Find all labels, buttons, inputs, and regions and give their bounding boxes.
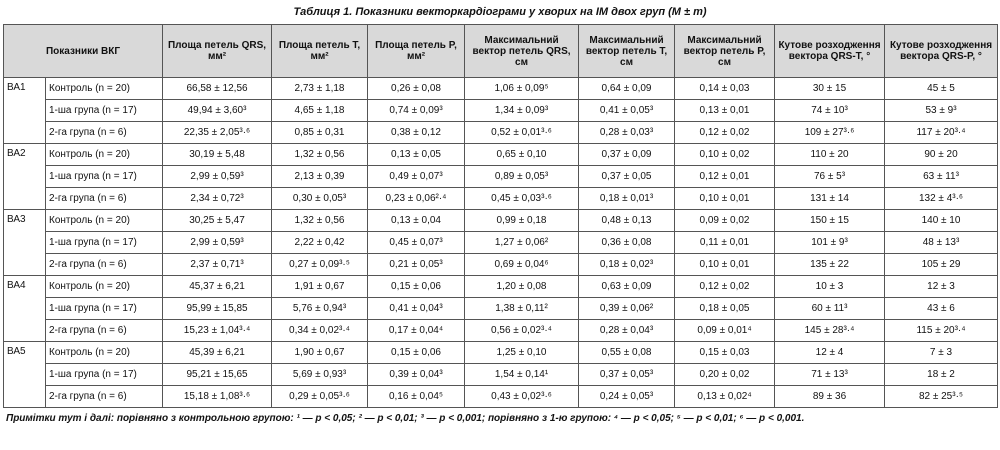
table-cell: 0,24 ± 0,05³ xyxy=(579,386,675,408)
table-cell: 0,13 ± 0,02⁴ xyxy=(675,386,775,408)
table-row xyxy=(4,232,998,254)
table-cell: 71 ± 13³ xyxy=(775,364,885,386)
table-cell: 5,76 ± 0,94³ xyxy=(272,298,368,320)
table-cell: 0,12 ± 0,02 xyxy=(675,276,775,298)
table-cell: 30,25 ± 5,47 xyxy=(163,210,272,232)
table-cell: 0,49 ± 0,07³ xyxy=(368,166,465,188)
table-cell: 0,52 ± 0,01³·⁶ xyxy=(465,122,579,144)
table-cell: 45,37 ± 6,21 xyxy=(163,276,272,298)
column-header: Максимальний вектор петель QRS, см xyxy=(465,25,579,78)
table-cell: 0,15 ± 0,03 xyxy=(675,342,775,364)
table-cell: 117 ± 20³·⁴ xyxy=(885,122,998,144)
table-cell: 0,48 ± 0,13 xyxy=(579,210,675,232)
table-cell: 89 ± 36 xyxy=(775,386,885,408)
table-row xyxy=(4,100,998,122)
table-cell: 0,20 ± 0,02 xyxy=(675,364,775,386)
table-row xyxy=(4,320,998,342)
table-cell: 0,38 ± 0,12 xyxy=(368,122,465,144)
table-cell: 0,28 ± 0,04³ xyxy=(579,320,675,342)
table-cell: 30,19 ± 5,48 xyxy=(163,144,272,166)
row-label: Контроль (n = 20) xyxy=(46,78,163,100)
table-cell: 0,89 ± 0,05³ xyxy=(465,166,579,188)
row-label: 1-ша група (n = 17) xyxy=(46,100,163,122)
table-cell: 140 ± 10 xyxy=(885,210,998,232)
table-cell: 1,34 ± 0,09³ xyxy=(465,100,579,122)
table-row xyxy=(4,166,998,188)
table-cell: 2,99 ± 0,59³ xyxy=(163,166,272,188)
table-cell: 45 ± 5 xyxy=(885,78,998,100)
table-cell: 4,65 ± 1,18 xyxy=(272,100,368,122)
table-cell: 0,56 ± 0,02³·⁴ xyxy=(465,320,579,342)
table-cell: 22,35 ± 2,05³·⁶ xyxy=(163,122,272,144)
column-header: Площа петель P, мм² xyxy=(368,25,465,78)
table-cell: 0,36 ± 0,08 xyxy=(579,232,675,254)
table-cell: 0,09 ± 0,02 xyxy=(675,210,775,232)
row-label: 2-га група (n = 6) xyxy=(46,188,163,210)
table-cell: 0,65 ± 0,10 xyxy=(465,144,579,166)
table-cell: 0,12 ± 0,01 xyxy=(675,166,775,188)
table-cell: 10 ± 3 xyxy=(775,276,885,298)
table-cell: 0,43 ± 0,02³·⁶ xyxy=(465,386,579,408)
table-row xyxy=(4,188,998,210)
row-label: 2-га група (n = 6) xyxy=(46,254,163,276)
table-cell: 0,74 ± 0,09³ xyxy=(368,100,465,122)
table-row xyxy=(4,298,998,320)
table-cell: 145 ± 28³·⁴ xyxy=(775,320,885,342)
row-label: 1-ша група (n = 17) xyxy=(46,298,163,320)
table-cell: 2,37 ± 0,71³ xyxy=(163,254,272,276)
column-header: Площа петель QRS, мм² xyxy=(163,25,272,78)
table-cell: 0,45 ± 0,03³·⁶ xyxy=(465,188,579,210)
table-cell: 115 ± 20³·⁴ xyxy=(885,320,998,342)
table-cell: 2,22 ± 0,42 xyxy=(272,232,368,254)
table-cell: 0,18 ± 0,02³ xyxy=(579,254,675,276)
table-cell: 0,10 ± 0,01 xyxy=(675,188,775,210)
table-cell: 132 ± 4³·⁶ xyxy=(885,188,998,210)
table-cell: 76 ± 5³ xyxy=(775,166,885,188)
column-header: Максимальний вектор петель T, см xyxy=(579,25,675,78)
table-cell: 0,18 ± 0,01³ xyxy=(579,188,675,210)
table-row xyxy=(4,342,998,364)
table-cell: 2,34 ± 0,72³ xyxy=(163,188,272,210)
table-cell: 7 ± 3 xyxy=(885,342,998,364)
table-cell: 0,23 ± 0,06²·⁴ xyxy=(368,188,465,210)
row-label: 2-га група (n = 6) xyxy=(46,386,163,408)
table-cell: 74 ± 10³ xyxy=(775,100,885,122)
table-row xyxy=(4,254,998,276)
table-cell: 0,12 ± 0,02 xyxy=(675,122,775,144)
table-body xyxy=(4,78,998,408)
table-cell: 15,23 ± 1,04³·⁴ xyxy=(163,320,272,342)
table-cell: 0,11 ± 0,01 xyxy=(675,232,775,254)
table-cell: 0,10 ± 0,01 xyxy=(675,254,775,276)
table-cell: 0,55 ± 0,08 xyxy=(579,342,675,364)
table-cell: 15,18 ± 1,08³·⁶ xyxy=(163,386,272,408)
table-cell: 1,06 ± 0,09⁵ xyxy=(465,78,579,100)
table-cell: 0,69 ± 0,04⁶ xyxy=(465,254,579,276)
table-cell: 0,29 ± 0,05³·⁶ xyxy=(272,386,368,408)
vcg-table xyxy=(3,24,998,408)
table-cell: 82 ± 25³·⁵ xyxy=(885,386,998,408)
table-cell: 60 ± 11³ xyxy=(775,298,885,320)
table-cell: 18 ± 2 xyxy=(885,364,998,386)
group-label: ВА2 xyxy=(4,144,46,210)
table-cell: 0,34 ± 0,02³·⁴ xyxy=(272,320,368,342)
table-cell: 1,91 ± 0,67 xyxy=(272,276,368,298)
table-cell: 53 ± 9³ xyxy=(885,100,998,122)
table-cell: 0,37 ± 0,05³ xyxy=(579,364,675,386)
table-cell: 0,17 ± 0,04⁴ xyxy=(368,320,465,342)
group-label: ВА4 xyxy=(4,276,46,342)
table-cell: 0,15 ± 0,06 xyxy=(368,342,465,364)
group-label: ВА1 xyxy=(4,78,46,144)
table-row xyxy=(4,276,998,298)
row-label: Контроль (n = 20) xyxy=(46,210,163,232)
table-cell: 131 ± 14 xyxy=(775,188,885,210)
table-cell: 1,32 ± 0,56 xyxy=(272,144,368,166)
table-row xyxy=(4,386,998,408)
table-cell: 0,41 ± 0,05³ xyxy=(579,100,675,122)
table-cell: 0,09 ± 0,01⁴ xyxy=(675,320,775,342)
table-cell: 43 ± 6 xyxy=(885,298,998,320)
table-cell: 0,10 ± 0,02 xyxy=(675,144,775,166)
table-footnote: Примітки тут і далі: порівняно з контрольною групою: ¹ — p < 0,05; ² — p < 0,01; ³ — p < 0,001; порівняно з 1-ю групою: ⁴ — p < 0,05; ⁵ — p < 0,01; ⁶ — p < 0,001. xyxy=(6,413,805,424)
table-cell: 0,18 ± 0,05 xyxy=(675,298,775,320)
column-header: Кутове розходження векторa QRS-P, ° xyxy=(885,25,998,78)
table-cell: 0,28 ± 0,03³ xyxy=(579,122,675,144)
table-cell: 0,99 ± 0,18 xyxy=(465,210,579,232)
table-cell: 0,13 ± 0,04 xyxy=(368,210,465,232)
table-cell: 150 ± 15 xyxy=(775,210,885,232)
table-cell: 1,27 ± 0,06² xyxy=(465,232,579,254)
table-row xyxy=(4,78,998,100)
row-label: 2-га група (n = 6) xyxy=(46,122,163,144)
table-cell: 0,16 ± 0,04⁵ xyxy=(368,386,465,408)
table-cell: 45,39 ± 6,21 xyxy=(163,342,272,364)
row-label: Контроль (n = 20) xyxy=(46,342,163,364)
column-header: Площа петель T, мм² xyxy=(272,25,368,78)
table-cell: 0,85 ± 0,31 xyxy=(272,122,368,144)
table-cell: 2,13 ± 0,39 xyxy=(272,166,368,188)
table-cell: 0,41 ± 0,04³ xyxy=(368,298,465,320)
table-cell: 1,54 ± 0,14¹ xyxy=(465,364,579,386)
table-cell: 101 ± 9³ xyxy=(775,232,885,254)
column-header: Показники ВКГ xyxy=(4,25,163,78)
table-cell: 48 ± 13³ xyxy=(885,232,998,254)
table-cell: 0,63 ± 0,09 xyxy=(579,276,675,298)
table-cell: 0,30 ± 0,05³ xyxy=(272,188,368,210)
table-row xyxy=(4,122,998,144)
row-label: Контроль (n = 20) xyxy=(46,144,163,166)
table-cell: 110 ± 20 xyxy=(775,144,885,166)
table-cell: 0,15 ± 0,06 xyxy=(368,276,465,298)
table-cell: 0,39 ± 0,06² xyxy=(579,298,675,320)
row-label: 1-ша група (n = 17) xyxy=(46,166,163,188)
row-label: Контроль (n = 20) xyxy=(46,276,163,298)
table-cell: 12 ± 3 xyxy=(885,276,998,298)
table-cell: 2,73 ± 1,18 xyxy=(272,78,368,100)
table-cell: 1,32 ± 0,56 xyxy=(272,210,368,232)
table-cell: 0,37 ± 0,05 xyxy=(579,166,675,188)
column-header: Максимальний вектор петель P, см xyxy=(675,25,775,78)
table-cell: 135 ± 22 xyxy=(775,254,885,276)
table-cell: 5,69 ± 0,93³ xyxy=(272,364,368,386)
table-cell: 12 ± 4 xyxy=(775,342,885,364)
table-cell: 105 ± 29 xyxy=(885,254,998,276)
table-row xyxy=(4,144,998,166)
table-row xyxy=(4,364,998,386)
table-cell: 63 ± 11³ xyxy=(885,166,998,188)
table-cell: 0,26 ± 0,08 xyxy=(368,78,465,100)
table-cell: 109 ± 27³·⁶ xyxy=(775,122,885,144)
table-cell: 0,13 ± 0,01 xyxy=(675,100,775,122)
table-cell: 0,27 ± 0,09³·⁵ xyxy=(272,254,368,276)
table-cell: 66,58 ± 12,56 xyxy=(163,78,272,100)
row-label: 1-ша група (n = 17) xyxy=(46,364,163,386)
table-cell: 0,64 ± 0,09 xyxy=(579,78,675,100)
table-caption: Таблиця 1. Показники векторкардіограми у хворих на ІМ двох груп (M ± m) xyxy=(293,6,707,18)
table-cell: 0,39 ± 0,04³ xyxy=(368,364,465,386)
table-cell: 49,94 ± 3,60³ xyxy=(163,100,272,122)
table-cell: 0,14 ± 0,03 xyxy=(675,78,775,100)
table-cell: 0,21 ± 0,05³ xyxy=(368,254,465,276)
row-label: 1-ша група (n = 17) xyxy=(46,232,163,254)
column-header: Кутове розходження векторa QRS-T, ° xyxy=(775,25,885,78)
table-cell: 0,13 ± 0,05 xyxy=(368,144,465,166)
table-cell: 1,25 ± 0,10 xyxy=(465,342,579,364)
table-cell: 1,90 ± 0,67 xyxy=(272,342,368,364)
group-label: ВА5 xyxy=(4,342,46,408)
table-cell: 0,37 ± 0,09 xyxy=(579,144,675,166)
table-cell: 1,20 ± 0,08 xyxy=(465,276,579,298)
table-cell: 0,45 ± 0,07³ xyxy=(368,232,465,254)
group-label: ВА3 xyxy=(4,210,46,276)
table-cell: 90 ± 20 xyxy=(885,144,998,166)
table-cell: 95,99 ± 15,85 xyxy=(163,298,272,320)
row-label: 2-га група (n = 6) xyxy=(46,320,163,342)
table-cell: 1,38 ± 0,11² xyxy=(465,298,579,320)
table-cell: 30 ± 15 xyxy=(775,78,885,100)
header-row xyxy=(4,25,998,78)
table-cell: 2,99 ± 0,59³ xyxy=(163,232,272,254)
table-row xyxy=(4,210,998,232)
table-cell: 95,21 ± 15,65 xyxy=(163,364,272,386)
